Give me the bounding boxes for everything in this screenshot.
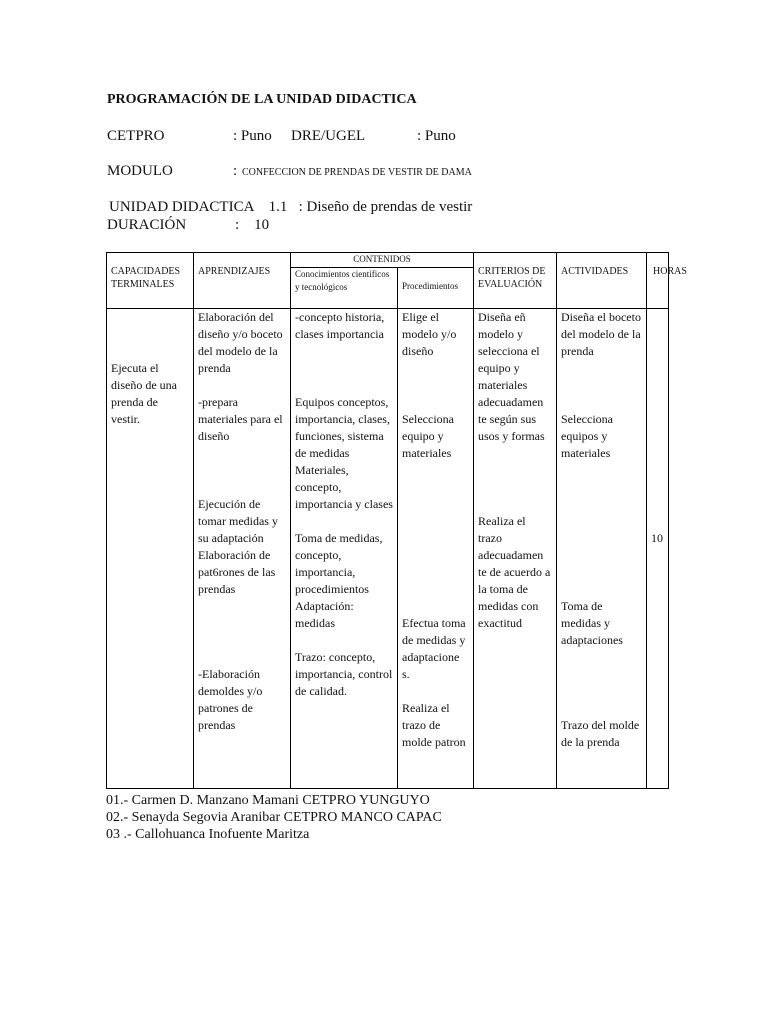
procedimiento-item: Efectua toma de medidas y adaptacione s.	[402, 616, 466, 681]
unidad-line: UNIDAD DIDACTICA 1.1 : Diseño de prendas de vestir	[109, 199, 473, 215]
procedimiento-item: Selecciona equipo y materiales	[402, 412, 454, 460]
conocimiento-item: Equipos conceptos, importancia, clases, funciones, sistema de medidas	[295, 395, 390, 460]
duracion-label: DURACIÓN	[107, 217, 187, 233]
procedimiento-item: Elige el modelo y/o diseño	[402, 310, 457, 358]
actividades-cell	[557, 309, 647, 789]
aprendizaje-item: Ejecución de tomar medidas y su adaptación	[198, 497, 278, 545]
criterio-item: Diseña eñ modelo y selecciona el equipo y materiales adecuadamen te según sus usos y formas	[478, 310, 545, 443]
conocimiento-item: -concepto historia, clases importancia	[295, 310, 385, 341]
criterios-cell	[474, 309, 557, 789]
cetpro-label: CETPRO	[107, 128, 165, 144]
actividad-item: Diseña el boceto del modelo de la prenda	[561, 310, 641, 358]
criterio-item: Realiza el trazo adecuadamen te de acuerdo a la toma de medidas con exactitud	[478, 514, 551, 630]
aprendizaje-item: -prepara materiales para el diseño	[198, 395, 283, 443]
conocimiento-item: Adaptación: medidas	[295, 599, 354, 630]
author-1: 01.- Carmen D. Manzano Mamani CETPRO YUNGUYO	[106, 793, 430, 808]
header-procedimientos: Procedimientos	[398, 268, 474, 309]
header-actividades: ACTIVIDADES	[557, 253, 647, 309]
procedimiento-item: Realiza el trazo de molde patron	[402, 701, 466, 749]
actividad-item: Selecciona equipos y materiales	[561, 412, 613, 460]
capacidades-cell	[107, 309, 194, 789]
aprendizajes-cell	[194, 309, 291, 789]
page-title: PROGRAMACIÓN DE LA UNIDAD DIDACTICA	[107, 92, 417, 107]
modulo-value: CONFECCION DE PRENDAS DE VESTIR DE DAMA	[242, 167, 472, 178]
modulo-colon: :	[233, 163, 238, 179]
conocimiento-item: Trazo: concepto, importancia, control de calidad.	[295, 650, 393, 698]
cetpro-value: : Puno	[233, 128, 272, 144]
dre-label: DRE/UGEL	[291, 128, 366, 144]
header-horas: HORAS	[647, 253, 669, 309]
author-3: 03 .- Callohuanca Inofuente Maritza	[106, 827, 310, 842]
dre-value: : Puno	[417, 128, 456, 144]
capacidades-text: Ejecuta el diseño de una prenda de vestir.	[111, 361, 177, 426]
author-2: 02.- Senayda Segovia Aranibar CETPRO MANCO CAPAC	[106, 810, 442, 825]
duracion-value: : 10	[235, 217, 270, 233]
horas-value: 10	[651, 531, 663, 545]
header-capacidades: CAPACIDADES TERMINALES	[107, 253, 194, 309]
conocimiento-item: Materiales, concepto, importancia y clases	[295, 463, 393, 511]
conocimientos-cell	[291, 309, 398, 789]
header-criterios: CRITERIOS DE EVALUACIÓN	[474, 253, 557, 309]
actividad-item: Trazo del molde de la prenda	[561, 718, 640, 749]
aprendizaje-item: Elaboración del diseño y/o boceto del modelo de la prenda	[198, 310, 283, 375]
header-conocimientos: Conocimientos científicos y tecnológicos	[291, 268, 398, 309]
aprendizaje-item: -Elaboración demoldes y/o patrones de prendas	[198, 667, 263, 732]
horas-cell	[647, 309, 669, 789]
conocimiento-item: Toma de medidas, concepto, importancia, procedimientos	[295, 531, 383, 596]
modulo-label: MODULO	[107, 163, 173, 179]
programacion-table	[106, 252, 687, 789]
header-aprendizajes: APRENDIZAJES	[194, 253, 291, 309]
header-contenidos: CONTENIDOS	[291, 253, 474, 268]
actividad-item: Toma de medidas y adaptaciones	[561, 599, 623, 647]
procedimientos-cell	[398, 309, 474, 789]
aprendizaje-item: Elaboración de pat6rones de las prendas	[198, 548, 276, 596]
